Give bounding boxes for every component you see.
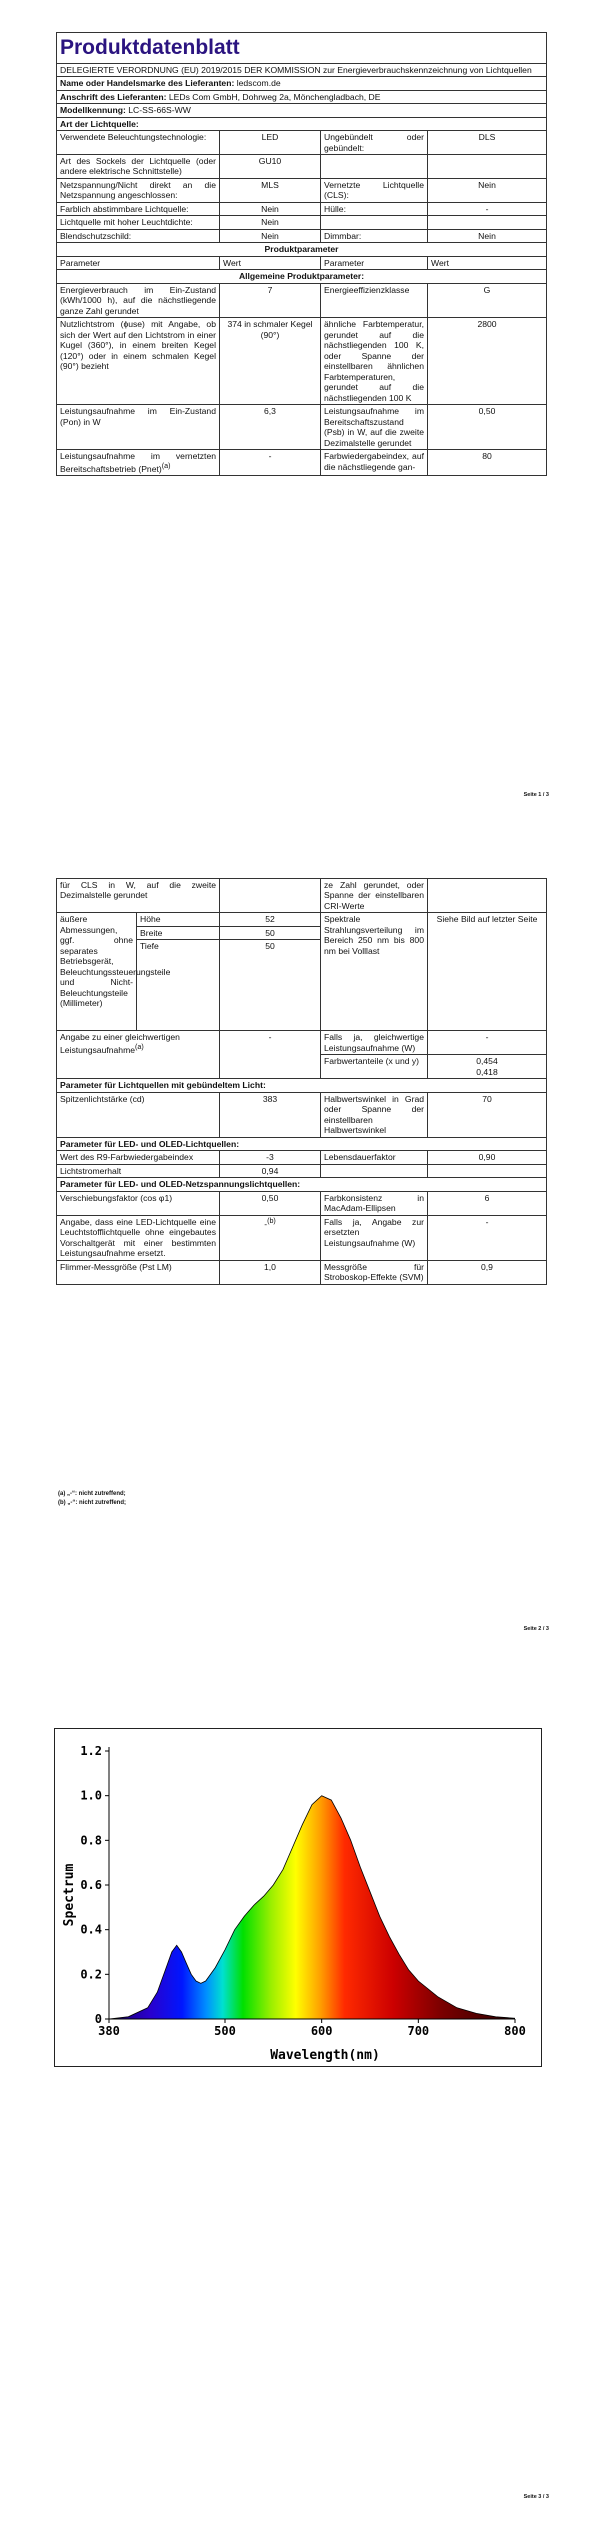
led-replacement-label: Angabe, dass eine LED-Lichtquelle eine Leuchtstofflichtquelle ohne eingebautes Vorschaltgerät mit einer bestimmten Leistungsaufnahme ersetzt. <box>57 1215 220 1260</box>
peak-intensity-value: 383 <box>220 1092 321 1137</box>
power-on-label: Leistungsaufnahme im Ein-Zustand (Pon) in W <box>57 405 220 450</box>
envelope-value: - <box>428 202 547 215</box>
high-luminance-label: Lichtquelle mit hoher Leuchtdichte: <box>57 216 220 229</box>
flicker-value: 1,0 <box>220 1260 321 1284</box>
y-tick-label: 1.0 <box>80 1788 102 1803</box>
depth-value: 50 <box>220 940 321 1031</box>
y-tick-label: 0 <box>94 2012 102 2026</box>
section-product-params: Produktparameter <box>57 243 547 256</box>
supplier-address-label: Anschrift des Lieferanten: <box>60 91 167 102</box>
color-tunable-value: Nein <box>220 202 321 215</box>
undirected-value: DLS <box>428 131 547 155</box>
beam-angle-label: Halbwertswinkel in Grad oder Spanne der einstellbaren Halbwertswinkel <box>321 1092 428 1137</box>
spectrum-chart <box>55 1729 541 2066</box>
chromaticity-x: 0,454 <box>476 1056 498 1067</box>
socket-value: GU10 <box>220 155 321 179</box>
datasheet-page2 <box>56 878 547 1285</box>
cri-label: Farbwiedergabeindex, auf die nächstliegende gan- <box>321 450 428 476</box>
y-tick-label: 0.2 <box>80 1967 102 1982</box>
antiglare-value: Nein <box>220 229 321 242</box>
replacement-power-value: - <box>428 1215 547 1260</box>
depth-label: Tiefe <box>137 940 220 1031</box>
col-header-value-2: Wert <box>428 256 547 269</box>
led-replacement-value <box>220 1215 321 1260</box>
socket-label: Art des Sockels der Lichtquelle (oder andere elektrische Schnittstelle) <box>57 155 220 179</box>
x-tick-label: 600 <box>310 2024 333 2038</box>
supplier-name-label: Name oder Handelsmarke des Lieferanten: <box>60 78 235 89</box>
supplier-name-value: ledscom.de <box>236 78 281 89</box>
chromaticity-value <box>428 1055 547 1079</box>
chromaticity-label: Farbwertanteile (x und y) <box>321 1055 428 1079</box>
height-value: 52 <box>220 913 321 926</box>
x-tick-label: 380 <box>98 2024 120 2038</box>
survival-factor-label: Lebensdauerfaktor <box>321 1151 428 1164</box>
energy-consumption-label: Energieverbrauch im Ein-Zustand (kWh/1000 h), auf die nächstliegende ganze Zahl gerundet <box>57 283 220 317</box>
equiv-power-claim-label <box>57 1031 220 1079</box>
energy-class-value: G <box>428 283 547 317</box>
stroboscopic-value: 0,9 <box>428 1260 547 1284</box>
luminous-flux-value: 374 in schmaler Kegel (90°) <box>220 318 321 405</box>
r9-label: Wert des R9-Farbwiedergabeindex <box>57 1151 220 1164</box>
x-tick-label: 800 <box>504 2024 526 2038</box>
displacement-factor-value: 0,50 <box>220 1191 321 1215</box>
equiv-power-claim-text: Angabe zu einer gleichwertigen Leistungsaufnahme <box>60 1032 180 1055</box>
section-led: Parameter für LED- und OLED-Lichtquellen: <box>57 1137 547 1150</box>
network-standby-label-cont: für CLS in W, auf die zweite Dezimalstelle gerundet <box>57 879 220 913</box>
footnote-mark-a: (a) <box>135 1042 144 1051</box>
spectrum-area <box>109 1796 515 2019</box>
standby-label: Leistungsaufnahme im Bereitschaftszustand (Psb) in W, auf die zweite Dezimalstelle gerundet <box>321 405 428 450</box>
cct-label: ähnliche Farbtemperatur, gerundet auf die nächstliegenden 100 K, oder Spanne der einstellbaren ähnlichen Farbtemperaturen, gerundet auf die nächstliegenden 100 K <box>321 318 428 405</box>
section-mains: Parameter für LED- und OLED-Netzspannungslichtquellen: <box>57 1178 547 1191</box>
dimensions-label: äußere Abmessungen, ggf. ohne separates Betriebsgerät, Beleuchtungssteuerungsteile und Nicht-Beleuchtungsteile (Millimeter) <box>57 913 137 1031</box>
energy-consumption-value: 7 <box>220 283 321 317</box>
connected-label: Vernetzte Lichtquelle (CLS): <box>321 178 428 202</box>
y-axis-label: Spectrum <box>62 1863 77 1927</box>
high-luminance-value: Nein <box>220 216 321 229</box>
tech-value: LED <box>220 131 321 155</box>
model-row <box>57 104 547 117</box>
width-value: 50 <box>220 926 321 939</box>
lumen-maintenance-value: 0,94 <box>220 1164 321 1177</box>
equiv-power-claim-value: - <box>220 1031 321 1079</box>
flicker-label: Flimmer-Messgröße (Pst LM) <box>57 1260 220 1284</box>
footnote-b: (b) „-“: nicht zutreffend; <box>58 1500 126 1506</box>
equiv-power-value: - <box>428 1031 547 1055</box>
cct-value: 2800 <box>428 318 547 405</box>
beam-angle-value: 70 <box>428 1092 547 1137</box>
footnote-mark-a: (a) <box>161 461 171 470</box>
envelope-label: Hülle: <box>321 202 428 215</box>
equiv-power-label: Falls ja, gleichwertige Leistungsaufnahme (W) <box>321 1031 428 1055</box>
color-consistency-label: Farbkonsistenz in MacAdam-Ellipsen <box>321 1191 428 1215</box>
power-on-value: 6,3 <box>220 405 321 450</box>
standby-value: 0,50 <box>428 405 547 450</box>
survival-factor-value: 0,90 <box>428 1151 547 1164</box>
replacement-power-label: Falls ja, Angabe zur ersetzten Leistungsaufnahme (W) <box>321 1215 428 1260</box>
cri-label-cont: ze Zahl gerundet, oder Spanne der einstellbaren CRI-Werte <box>321 879 428 913</box>
x-axis-label: Wavelength(nm) <box>270 2048 380 2063</box>
peak-intensity-label: Spitzenlichtstärke (cd) <box>57 1092 220 1137</box>
y-tick-label: 0.4 <box>80 1922 102 1937</box>
footnote-a: (a) „-“: nicht zutreffend; <box>58 1491 126 1497</box>
x-tick-label: 700 <box>407 2024 430 2038</box>
supplier-address-row <box>57 90 547 103</box>
undirected-label: Ungebündelt oder gebündelt: <box>321 131 428 155</box>
footnotes <box>58 1490 126 1508</box>
section-directional: Parameter für Lichtquellen mit gebündeltem Licht: <box>57 1079 547 1092</box>
led-replacement-text: - <box>264 1218 268 1229</box>
supplier-address-value: LEDs Com GmbH, Dohrweg 2a, Mönchengladbach, DE <box>168 91 381 102</box>
width-label: Breite <box>137 926 220 939</box>
network-standby-label <box>57 450 220 476</box>
dimmable-label: Dimmbar: <box>321 229 428 242</box>
spd-label: Spektrale Strahlungsverteilung im Bereich 250 nm bis 800 nm bei Volllast <box>321 913 428 1031</box>
chromaticity-y: 0,418 <box>476 1066 498 1077</box>
page-number-2: Seite 2 / 3 <box>523 1626 549 1632</box>
datasheet-page1 <box>56 32 547 476</box>
footnote-mark-b: (b) <box>267 1216 276 1225</box>
section-general-params: Allgemeine Produktparameter: <box>57 270 547 283</box>
tech-label: Verwendete Beleuchtungstechnologie: <box>57 131 220 155</box>
antiglare-label: Blendschutzschild: <box>57 229 220 242</box>
x-tick-label: 500 <box>214 2024 236 2038</box>
y-tick-label: 1.2 <box>80 1744 102 1758</box>
page-number-1: Seite 1 / 3 <box>523 792 549 798</box>
network-standby-value: - <box>220 450 321 476</box>
r9-value: -3 <box>220 1151 321 1164</box>
model-value: LC-SS-66S-WW <box>128 105 191 116</box>
col-header-value: Wert <box>220 256 321 269</box>
page-number-3: Seite 3 / 3 <box>523 2494 549 2500</box>
luminous-flux-label: Nutzlichtstrom (ɸuse) mit Angabe, ob sich der Wert auf den Lichtstrom in einer Kugel (360°), in einem breiten Kegel (120°) oder in einem schmalen Kegel (90°) bezieht <box>57 318 220 405</box>
mains-label: Netzspannung/Nicht direkt an die Netzspannung angeschlossen: <box>57 178 220 202</box>
spd-value: Siehe Bild auf letzter Seite <box>428 913 547 1031</box>
col-header-param: Parameter <box>57 256 220 269</box>
displacement-factor-label: Verschiebungsfaktor (cos φ1) <box>57 1191 220 1215</box>
color-tunable-label: Farblich abstimmbare Lichtquelle: <box>57 202 220 215</box>
model-label: Modellkennung: <box>60 105 126 116</box>
supplier-name-row <box>57 77 547 90</box>
col-header-param-2: Parameter <box>321 256 428 269</box>
lumen-maintenance-label: Lichtstromerhalt <box>57 1164 220 1177</box>
energy-class-label: Energieeffizienzklasse <box>321 283 428 317</box>
color-consistency-value: 6 <box>428 1191 547 1215</box>
regulation-text: DELEGIERTE VERORDNUNG (EU) 2019/2015 DER KOMMISSION zur Energieverbrauchskennzeichnung von Lichtquellen <box>57 63 547 76</box>
section-light-source-type: Art der Lichtquelle: <box>57 117 547 130</box>
connected-value: Nein <box>428 178 547 202</box>
spectrum-chart-frame <box>54 1728 542 2067</box>
page-title: Produktdatenblatt <box>57 33 547 64</box>
height-label: Höhe <box>137 913 220 926</box>
y-tick-label: 0.8 <box>80 1833 102 1848</box>
stroboscopic-label: Messgröße für Stroboskop-Effekte (SVM) <box>321 1260 428 1284</box>
cri-value: 80 <box>428 450 547 476</box>
network-standby-text: Leistungsaufnahme im vernetzten Bereitschaftsbetrieb (Pnet) <box>60 451 216 474</box>
mains-value: MLS <box>220 178 321 202</box>
dimmable-value: Nein <box>428 229 547 242</box>
y-tick-label: 0.6 <box>80 1878 102 1892</box>
